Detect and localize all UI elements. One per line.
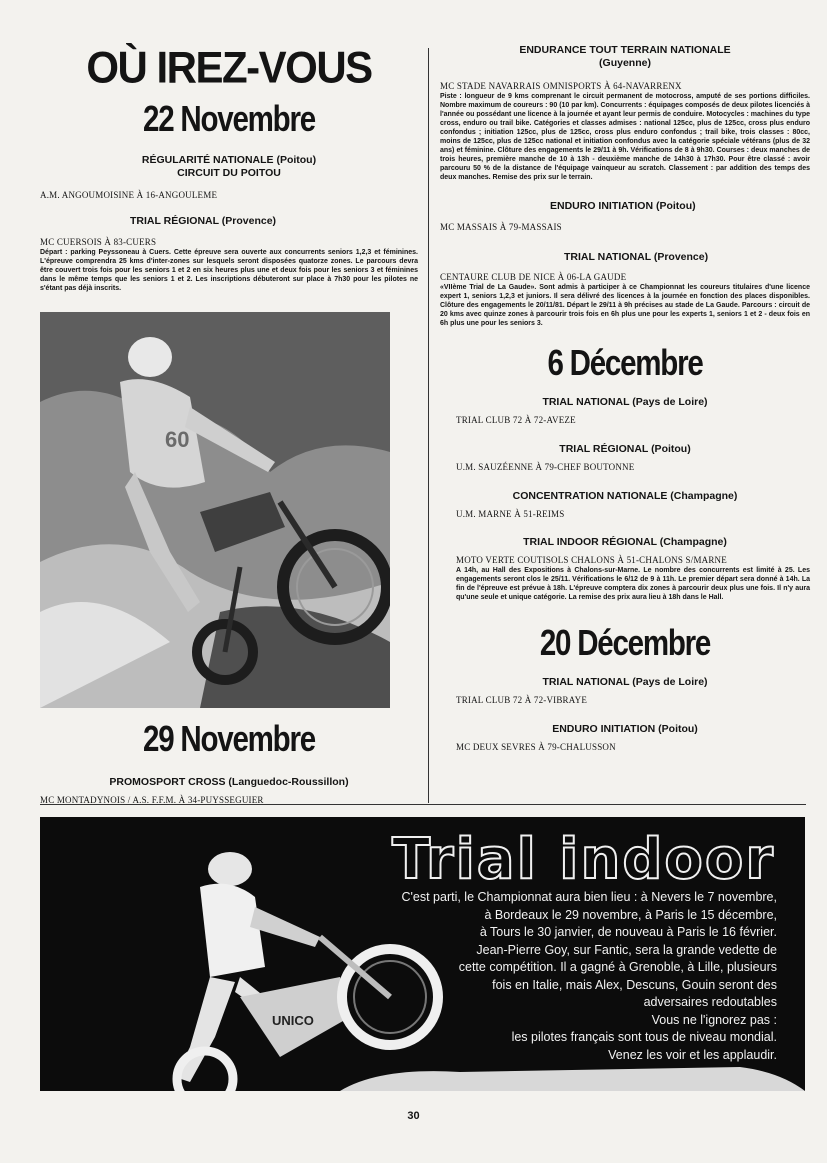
left-column-bottom <box>40 718 418 806</box>
event-title: TRIAL NATIONAL (Provence) <box>564 251 709 263</box>
trial-indoor-banner <box>40 817 805 1091</box>
event-title: ENDURO INITIATION (Poitou) <box>550 200 696 212</box>
page-number: 30 <box>407 1110 420 1122</box>
event-title: TRIAL INDOOR RÉGIONAL (Champagne) <box>523 536 727 548</box>
event-description: «VIIème Trial de La Gaude». Sont admis à participer à ce Championnat les coureurs titulaires d'une licence expert 1, seniors 1,2,3 et juniors. Il sera délivré des licences à la journée en fonction des places disponibles. Clôture des engagements le 20/11/81. Départ le 29/11 à 9h précises au stade de La Gaude. Parcours : circuit de 20 kms avec quinze zones à parcourir trois fois en 6h plus une pour les experts 1, seniors 1 et 2 - deux fois en 6h plus une pour les seniors 3. <box>440 284 810 327</box>
banner-line: les pilotes français sont tous de niveau mondial. <box>511 1030 777 1044</box>
event-description: Piste : longueur de 9 kms comprenant le circuit permanent de motocross, amputé de ses portions difficiles. Nombre maximum de coureurs : 90 (10 par km). Concurrents : équipages composés de deux pilotes licenciés à l'année ou possédant une licence à la journée et ayant leur permis de conduire. Motocycles : machines du type cross, enduro ou trail bike. Catégories et classes admises : national 125cc, plus de 125cc, cross plus enduro confondus ; initiation 125cc, plus de 125cc, cross plus enduro confondus ; trail bike, trois classes : 80cc, moins de 125cc, plus de 125cc national et initiation confondus avec la catégorie spéciale vétérans (plus de 32 ans) et féminine. Clôture des engagements le 29/11 à 9h. Vérifications de 8 à 9h30. Courses : deux manches de trois heures, première manche de 10 à 13h - deuxième manche de 14h30 à 17h30. Pour être classé : avoir parcouru 50 % de la distance de l'équipage vainqueur au scratch. Classement : par addition des temps des deux manches. Remise des prix sur le terrain. <box>440 93 810 181</box>
event-organizer: TRIAL CLUB 72 À 72-AVEZE <box>456 415 576 425</box>
event-organizer: MC DEUX SEVRES À 79-CHALUSSON <box>456 742 616 752</box>
event-subtitle: (Guyenne) <box>599 57 651 69</box>
banner-line: à Bordeaux le 29 novembre, à Paris le 15 décembre, <box>484 907 777 922</box>
event-description: Départ : parking Peyssoneau à Cuers. Cette épreuve sera ouverte aux concurrents seniors 1,2,3 et féminines. L'épreuve comprendra 25 kms d'inter-zones sur lesquels seront disposées quatorze zones. Le parcours devra être couvert trois fois pour les seniors 1 et 2 en six heures plus une et deux fois pour les seniors 3 et féminines dans le même temps que les seniors 1 et 2. Les inscriptions débuteront sur place à 7h30 pour les pilotes ne s'étant pas déjà inscrits. <box>40 249 418 292</box>
event-organizer: MC CUERSOIS À 83-CUERS <box>40 237 157 247</box>
banner-line: C'est parti, le Championnat aura bien lieu : à Nevers le 7 novembre, <box>401 890 777 904</box>
event-organizer: U.M. SAUZÉENNE À 79-CHEF BOUTONNE <box>456 462 635 472</box>
event-organizer: MOTO VERTE COUTISOLS CHALONS À 51-CHALONS S/MARNE <box>456 555 727 565</box>
event-organizer: CENTAURE CLUB DE NICE À 06-LA GAUDE <box>440 272 627 282</box>
event-description: A 14h, au Hall des Expositions à Chalons-sur-Marne. Le nombre des concurrents est limité à 25. Les engagements seront clos le 25/11. Vérifications le 6/12 de 9 à 11h. Le premier départ sera donné à 14h. La fin de l'épreuve est prévue à 18h. L'épreuve comptera dix zones à parcourir deux plus une fois. Il n'y aura qu'une seule et unique catégorie. La remise des prix aura lieu à 18h dans le Hall. <box>456 567 810 601</box>
photo-illustration <box>40 312 390 708</box>
date-heading: 6 Décembre <box>547 342 703 383</box>
event-title: TRIAL RÉGIONAL (Provence) <box>130 215 277 227</box>
event-title: ENDURANCE TOUT TERRAIN NATIONALE <box>519 44 731 56</box>
banner-line: cette compétition. Il a gagné à Grenoble, à Lille, plusieurs <box>458 960 777 974</box>
banner-line: Venez les voir et les applaudir. <box>608 1047 777 1062</box>
banner-text <box>357 889 777 1064</box>
event-organizer: U.M. MARNE À 51-REIMS <box>456 509 565 519</box>
event-title: ENDURO INITIATION (Poitou) <box>552 723 698 735</box>
event-title: RÉGULARITÉ NATIONALE (Poitou) <box>141 154 317 166</box>
event-organizer: TRIAL CLUB 72 À 72-VIBRAYE <box>456 695 588 705</box>
banner-line: Jean-Pierre Goy, sur Fantic, sera la grande vedette de <box>476 942 777 957</box>
event-title: PROMOSPORT CROSS (Languedoc-Roussillon) <box>109 776 349 788</box>
column-divider <box>428 48 429 803</box>
banner-line: fois en Italie, mais Alex, Descuns, Gouin seront des <box>492 977 777 992</box>
event-title: CONCENTRATION NATIONALE (Champagne) <box>512 490 738 502</box>
trial-rider-photo <box>40 312 390 708</box>
event-subtitle: CIRCUIT DU POITOU <box>177 167 281 179</box>
event-title: TRIAL NATIONAL (Pays de Loire) <box>542 676 708 688</box>
banner-line: adversaires redoutables <box>643 995 777 1009</box>
date-heading: 20 Décembre <box>539 622 711 663</box>
left-column <box>40 40 418 293</box>
rider-number: 60 <box>165 427 190 452</box>
banner-line: Vous ne l'ignorez pas : <box>651 1012 777 1027</box>
page-headline: OÙ IREZ-VOUS <box>86 42 372 93</box>
right-column <box>440 40 810 753</box>
date-heading: 29 Novembre <box>143 718 315 759</box>
event-title: TRIAL NATIONAL (Pays de Loire) <box>542 396 708 408</box>
event-title: TRIAL RÉGIONAL (Poitou) <box>559 443 691 455</box>
event-organizer: MC MASSAIS À 79-MASSAIS <box>440 222 562 232</box>
date-heading: 22 Novembre <box>143 98 315 139</box>
event-organizer: A.M. ANGOUMOISINE À 16-ANGOULEME <box>40 190 218 200</box>
banner-line: à Tours le 30 janvier, de nouveau à Paris le 16 février. <box>479 925 777 939</box>
event-organizer: MC MONTADYNOIS / A.S. F.F.M. À 34-PUYSSEGUIER <box>40 795 264 805</box>
banner-title: Trial indoor <box>391 827 775 892</box>
event-organizer: MC STADE NAVARRAIS OMNISPORTS À 64-NAVARRENX <box>440 81 682 91</box>
bike-plate: UNICO <box>272 1013 314 1028</box>
